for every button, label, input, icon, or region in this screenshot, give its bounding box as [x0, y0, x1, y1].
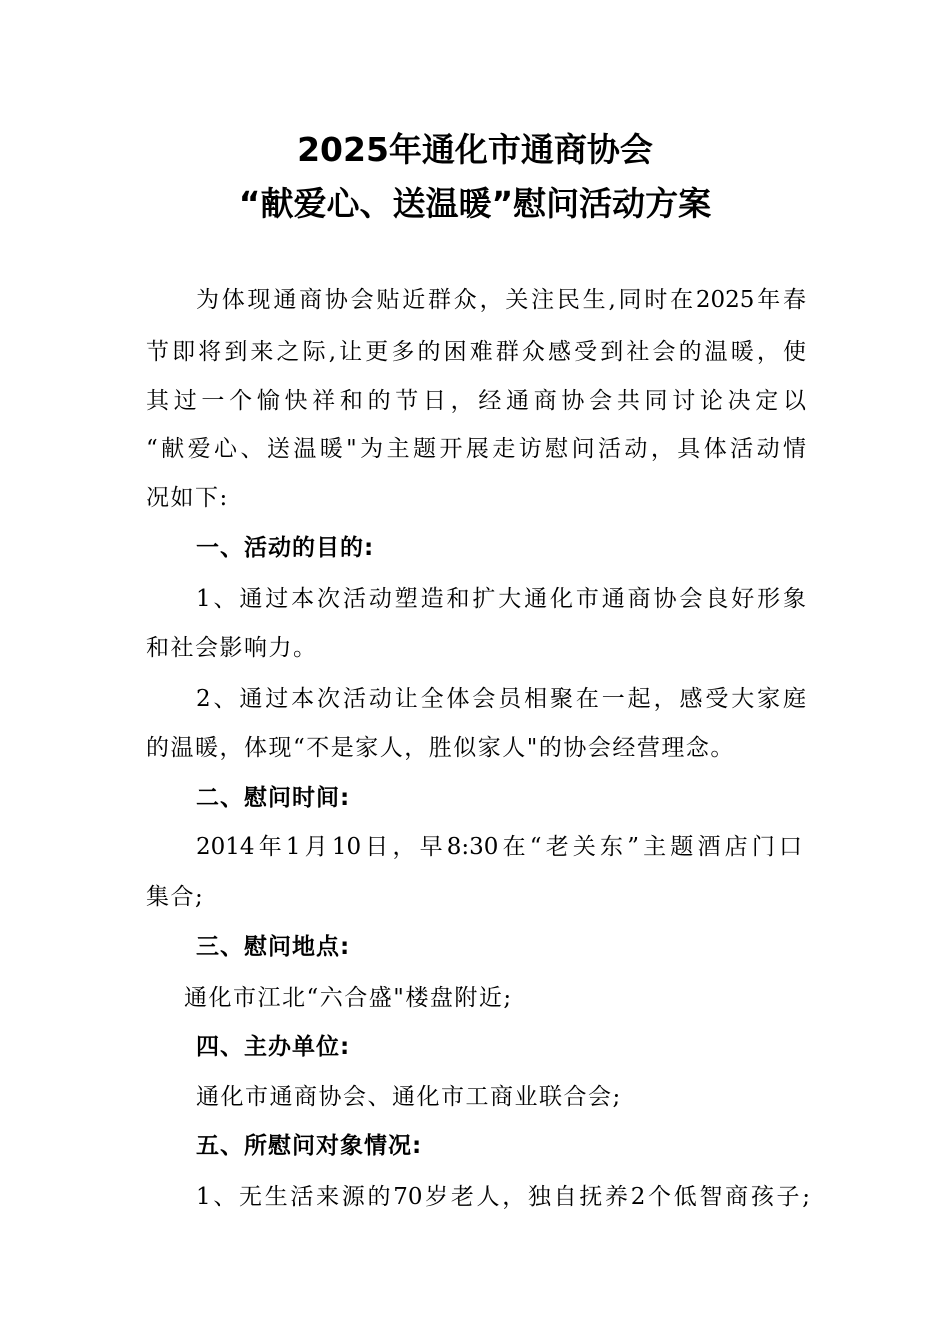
section1-item1-line1: 1、通过本次活动塑造和扩大通化市通商协会良好形象: [196, 586, 806, 612]
section2-line1: 2014年1月10日，早8:30在“老关东”主题酒店门口: [196, 834, 802, 860]
document-title-line2: “献爱心、送温暖”慰问活动方案: [238, 184, 712, 223]
section5-heading: 五、所慰问对象情况:: [196, 1133, 423, 1159]
section1-item2-line2: 的温暖，体现“不是家人，胜似家人"的协会经营理念。: [146, 735, 735, 761]
section2-heading: 二、慰问时间:: [196, 785, 351, 811]
section5-line: 1、无生活来源的70岁老人，独自抚养2个低智商孩子;: [196, 1184, 810, 1210]
section2-line2: 集合;: [146, 884, 205, 910]
intro-line-1: 为体现通商协会贴近群众，关注民生,同时在2025年春: [196, 287, 806, 313]
section4-line: 通化市通商协会、通化市工商业联合会;: [196, 1084, 622, 1110]
section1-item1-line2: 和社会影响力。: [146, 635, 318, 661]
intro-line-4: “献爱心、送温暖"为主题开展走访慰问活动，具体活动情: [146, 436, 806, 462]
section1-heading: 一、活动的目的:: [196, 535, 375, 561]
intro-line-5: 况如下:: [146, 485, 229, 511]
intro-line-2: 节即将到来之际,让更多的困难群众感受到社会的温暖，使: [146, 339, 806, 365]
section4-heading: 四、主办单位:: [196, 1034, 351, 1060]
intro-line-3: 其过一个愉快祥和的节日，经通商协会共同讨论决定以: [146, 388, 806, 414]
section1-item2-line1: 2、通过本次活动让全体会员相聚在一起，感受大家庭: [196, 686, 806, 712]
document-title-line1: 2025年通化市通商协会: [297, 130, 653, 169]
section3-heading: 三、慰问地点:: [196, 934, 351, 960]
section3-line: 通化市江北“六合盛"楼盘附近;: [184, 985, 513, 1011]
